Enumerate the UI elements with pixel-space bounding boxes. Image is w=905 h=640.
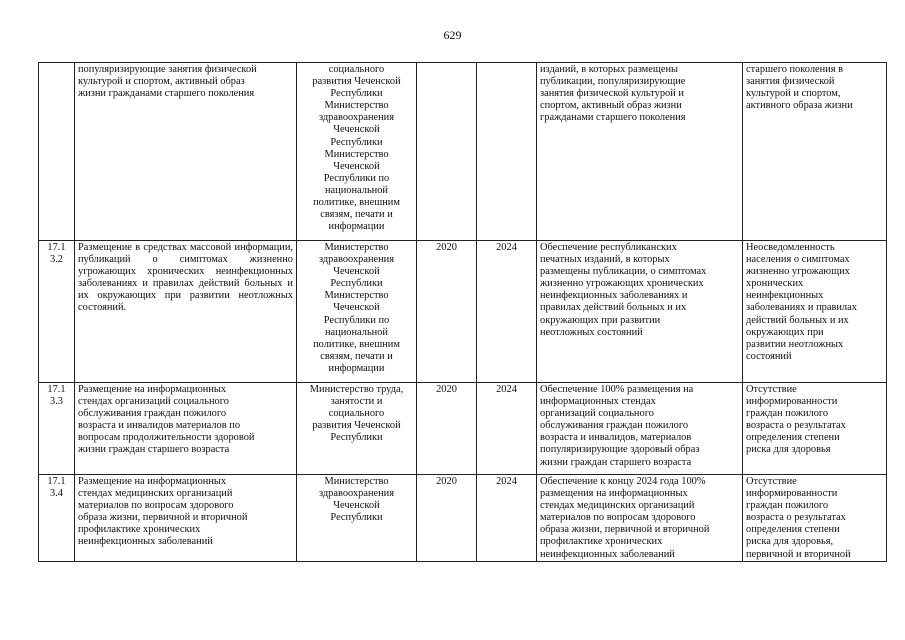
expected-result: изданий, в которых размещены публикации, популяризирующие занятия физической культурой и спортом, активный образ жизни гражданами старшего поколения — [537, 63, 743, 241]
end-year — [477, 63, 537, 241]
risk-consequence: Неосведомленность населения о симптомах жизненно угрожающих хронических неинфекционных заболеваниях и правилах действий больных и их окружающих при развитии неотложных состояний — [743, 241, 887, 383]
row-number: 17.1 3.2 — [39, 241, 75, 383]
executor: социального развития Чеченской Республики Министерство здравоохранения Чеченской Республики Министерство Чеченской Республики по национальной политике, внешним связям, печати и информации — [297, 63, 417, 241]
start-year: 2020 — [417, 241, 477, 383]
end-year: 2024 — [477, 475, 537, 562]
start-year: 2020 — [417, 475, 477, 562]
measures-table — [38, 62, 887, 562]
start-year — [417, 63, 477, 241]
executor: Министерство здравоохранения Чеченской Республики Министерство Чеченской Республики по национальной политике, внешним связям, печати и информации — [297, 241, 417, 383]
measure-name: Размещение на информационных стендах организаций социального обслуживания граждан пожилого возраста и инвалидов материалов по вопросам продолжительности здоровой жизни граждан старшего возраста — [75, 383, 297, 475]
table-row — [39, 63, 887, 241]
risk-consequence: старшего поколения в занятия физической культурой и спортом, активного образа жизни — [743, 63, 887, 241]
risk-consequence: Отсутствие информированности граждан пожилого возраста о результатах определения степени риска для здоровья — [743, 383, 887, 475]
executor: Министерство труда, занятости и социального развития Чеченской Республики — [297, 383, 417, 475]
expected-result: Обеспечение республиканских печатных изданий, в которых размещены публикации, о симптомах жизненно угрожающих хронических неинфекционных заболеваниях и правилах действий больных и их окружающих при развитии неотложных состояний — [537, 241, 743, 383]
expected-result: Обеспечение к концу 2024 года 100% размещения на информационных стендах медицинских организаций материалов по вопросам здорового образа жизни, первичной и вторичной профилактике хронических неинфекционных заболеваний — [537, 475, 743, 562]
expected-result: Обеспечение 100% размещения на информационных стендах организаций социального обслуживания граждан пожилого возраста и инвалидов, материалов популяризирующие здоровый образ жизни граждан старшего возраста — [537, 383, 743, 475]
measure-name: популяризирующие занятия физической культурой и спортом, активный образ жизни гражданами старшего поколения — [75, 63, 297, 241]
end-year: 2024 — [477, 383, 537, 475]
measure-name: Размещение в средствах массовой информации, публикаций о симптомах жизненно угрожающих хронических неинфекционных заболеваниях и правилах действий больных и их окружающих при развитии неотложных состояний. — [75, 241, 297, 383]
executor: Министерство здравоохранения Чеченской Республики — [297, 475, 417, 562]
measure-name: Размещение на информационных стендах медицинских организаций материалов по вопросам здорового образа жизни, первичной и вторичной профилактике хронических неинфекционных заболеваний — [75, 475, 297, 562]
risk-consequence: Отсутствие информированности граждан пожилого возраста о результатах определения степени риска для здоровья, первичной и вторичной — [743, 475, 887, 562]
row-number: 17.1 3.4 — [39, 475, 75, 562]
row-number — [39, 63, 75, 241]
row-number: 17.1 3.3 — [39, 383, 75, 475]
page-number: 629 — [443, 28, 462, 42]
table-row — [39, 475, 887, 562]
table-row — [39, 383, 887, 475]
start-year: 2020 — [417, 383, 477, 475]
end-year: 2024 — [477, 241, 537, 383]
table-row — [39, 241, 887, 383]
